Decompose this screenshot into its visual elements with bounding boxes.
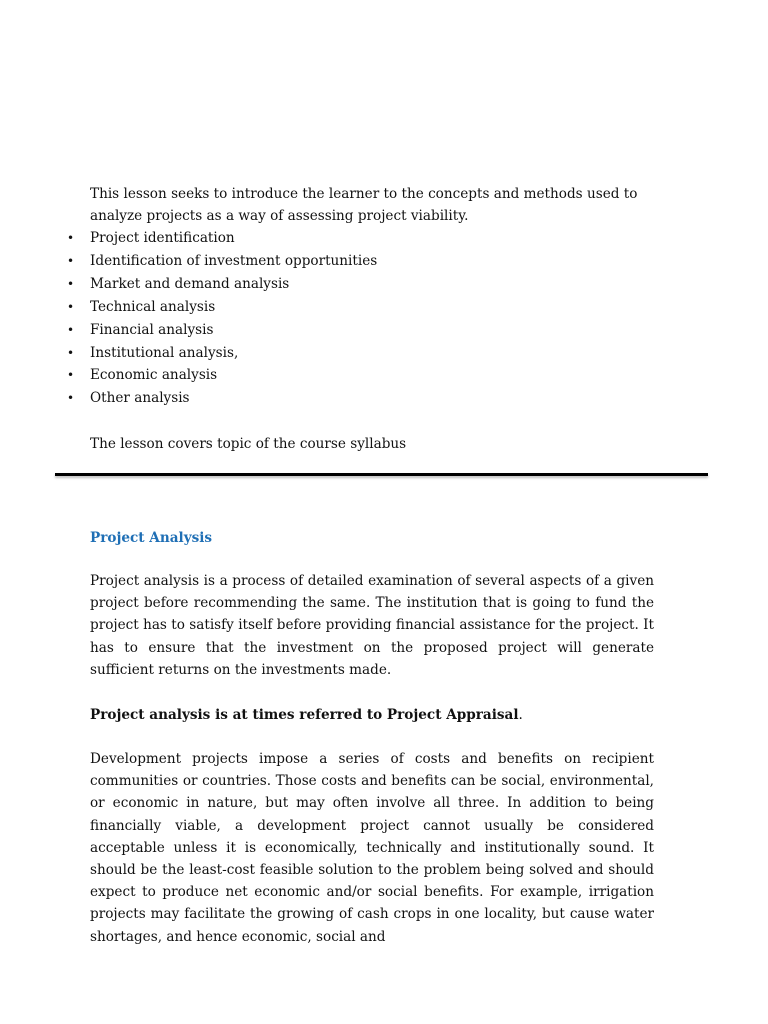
- section-heading: Project Analysis: [90, 530, 213, 546]
- list-item-text: Economic analysis: [90, 367, 218, 384]
- bullet-icon: •: [67, 253, 75, 268]
- bullet-icon: •: [67, 276, 75, 291]
- appraisal-bold-text: Project analysis is at times referred to Project Appraisal: [90, 707, 519, 723]
- intro-block: [90, 183, 668, 227]
- bullet-icon: •: [67, 322, 75, 337]
- list-item: [67, 296, 650, 319]
- list-item-text: Identification of investment opportunities: [90, 252, 378, 269]
- paragraph-appraisal: [90, 704, 654, 726]
- list-item: [67, 273, 650, 296]
- section-divider: [55, 473, 708, 476]
- list-item: [67, 319, 650, 342]
- coverage-text: The lesson covers topic of the course syllabus: [90, 436, 407, 452]
- list-item-text: Institutional analysis,: [90, 344, 239, 361]
- list-item: [67, 227, 650, 250]
- paragraph-definition: Project analysis is a process of detailed examination of several aspects of a given project before recommending the same. The institution that is going to fund the project has to satisfy itself before providing financial assistance for the project. It has to ensure that the investment on the proposed project will generate sufficient returns on the investments made.: [90, 573, 654, 678]
- list-item-text: Market and demand analysis: [90, 275, 290, 292]
- list-item: [67, 364, 650, 387]
- list-item: [67, 342, 650, 365]
- bullet-icon: •: [67, 391, 75, 406]
- bullet-icon: •: [67, 299, 75, 314]
- list-item-text: Technical analysis: [90, 298, 216, 315]
- appraisal-period: .: [518, 707, 523, 723]
- paragraph-development-projects: Development projects impose a series of costs and benefits on recipient communities or countries. Those costs and benefits can be social, environmental, or economic in nature, but may often involve all three. In addition to being financially viable, a development project cannot usually be considered acceptable unless it is economically, technically and institutionally sound. It should be the least-cost feasible solution to the problem being solved and should expect to produce net economic and/or social benefits. For example, irrigation projects may facilitate the growing of cash crops in one locality, but cause water shortages, and hence economic, social and: [90, 751, 654, 945]
- list-item-text: Other analysis: [90, 390, 190, 407]
- intro-text: This lesson seeks to introduce the learner to the concepts and methods used to analyze projects as a way of assessing project viability.: [90, 186, 638, 224]
- bullet-icon: •: [67, 345, 75, 360]
- list-item: [67, 387, 650, 410]
- bullet-icon: •: [67, 368, 75, 383]
- list-item-text: Financial analysis: [90, 321, 214, 338]
- topic-list: [67, 227, 650, 410]
- list-item-text: Project identification: [90, 230, 235, 246]
- bullet-icon: •: [67, 231, 75, 245]
- list-item: [67, 250, 650, 273]
